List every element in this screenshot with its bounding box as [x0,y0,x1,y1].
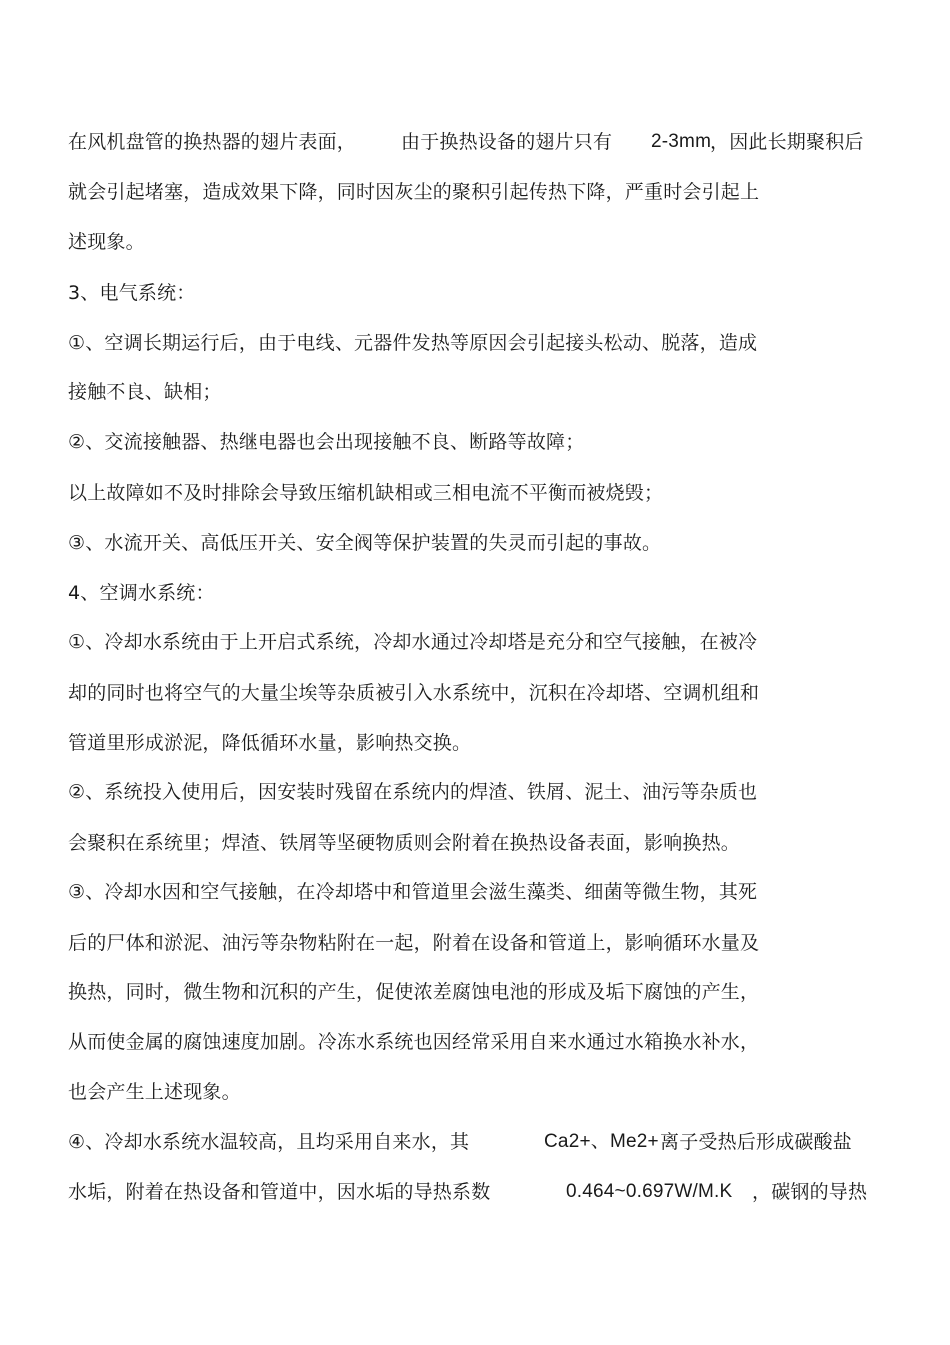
paragraph-line-19: 从而使金属的腐蚀速度加剧。冷冻水系统也因经常采用自来水通过水箱换水补水， [68,1031,760,1053]
section-heading-electrical: 3、电气系统： [68,282,196,304]
paragraph-line-2: 就会引起堵塞，造成效果下降，同时因灰尘的聚积引起传热下降，严重时会引起上 [68,181,760,203]
text-segment: ，因此长期聚积后 [710,131,864,153]
paragraph-line-17: 后的尸体和淤泥、油污等杂物粘附在一起，附着在设备和管道上，影响循环水量及 [68,932,760,954]
text-segment: ④、冷却水系统水温较高，且均采用自来水，其 [68,1131,470,1153]
paragraph-line-9: ③、水流开关、高低压开关、安全阀等保护装置的失灵而引起的事故。 [68,532,662,554]
paragraph-line-5: ①、空调长期运行后，由于电线、元器件发热等原因会引起接头松动、脱落，造成 [68,332,758,354]
paragraph-line-7: ②、交流接触器、热继电器也会出现接触不良、断路等故障； [68,431,585,453]
paragraph-line-18: 换热，同时，微生物和沉积的产生，促使浓差腐蚀电池的形成及垢下腐蚀的产生， [68,981,760,1003]
paragraph-line-6: 接触不良、缺相； [68,381,222,403]
text-segment: 由于换热设备的翅片只有 [401,131,613,153]
text-segment: 2-3mm [651,131,712,152]
text-segment: 水垢，附着在热设备和管道中，因水垢的导热系数 [68,1181,491,1203]
section-heading-water-system: 4、空调水系统： [68,582,215,604]
paragraph-line-3: 述现象。 [68,231,145,253]
paragraph-line-11: ①、冷却水系统由于上开启式系统，冷却水通过冷却塔是充分和空气接触，在被冷 [68,631,758,653]
text-segment: 在风机盘管的换热器的翅片表面， [68,131,357,153]
paragraph-line-15: 会聚积在系统里；焊渣、铁屑等坚硬物质则会附着在换热设备表面，影响换热。 [68,832,741,854]
paragraph-line-16: ③、冷却水因和空气接触，在冷却塔中和管道里会滋生藻类、细菌等微生物，其死 [68,881,758,903]
paragraph-line-8: 以上故障如不及时排除会导致压缩机缺相或三相电流不平衡而被烧毁； [68,482,664,504]
text-segment: 离子受热后形成碳酸盐 [660,1131,853,1153]
paragraph-line-14: ②、系统投入使用后，因安装时残留在系统内的焊渣、铁屑、泥土、油污等杂质也 [68,781,758,803]
paragraph-line-20: 也会产生上述现象。 [68,1081,241,1103]
text-segment: 0.464~0.697W/M.K [566,1181,733,1202]
text-segment: Ca2+、Me2+ [544,1131,659,1152]
paragraph-line-13: 管道里形成淤泥，降低循环水量，影响热交换。 [68,732,472,754]
text-segment: ，碳钢的导热 [752,1181,868,1203]
paragraph-line-12: 却的同时也将空气的大量尘埃等杂质被引入水系统中，沉积在冷却塔、空调机组和 [68,682,760,704]
